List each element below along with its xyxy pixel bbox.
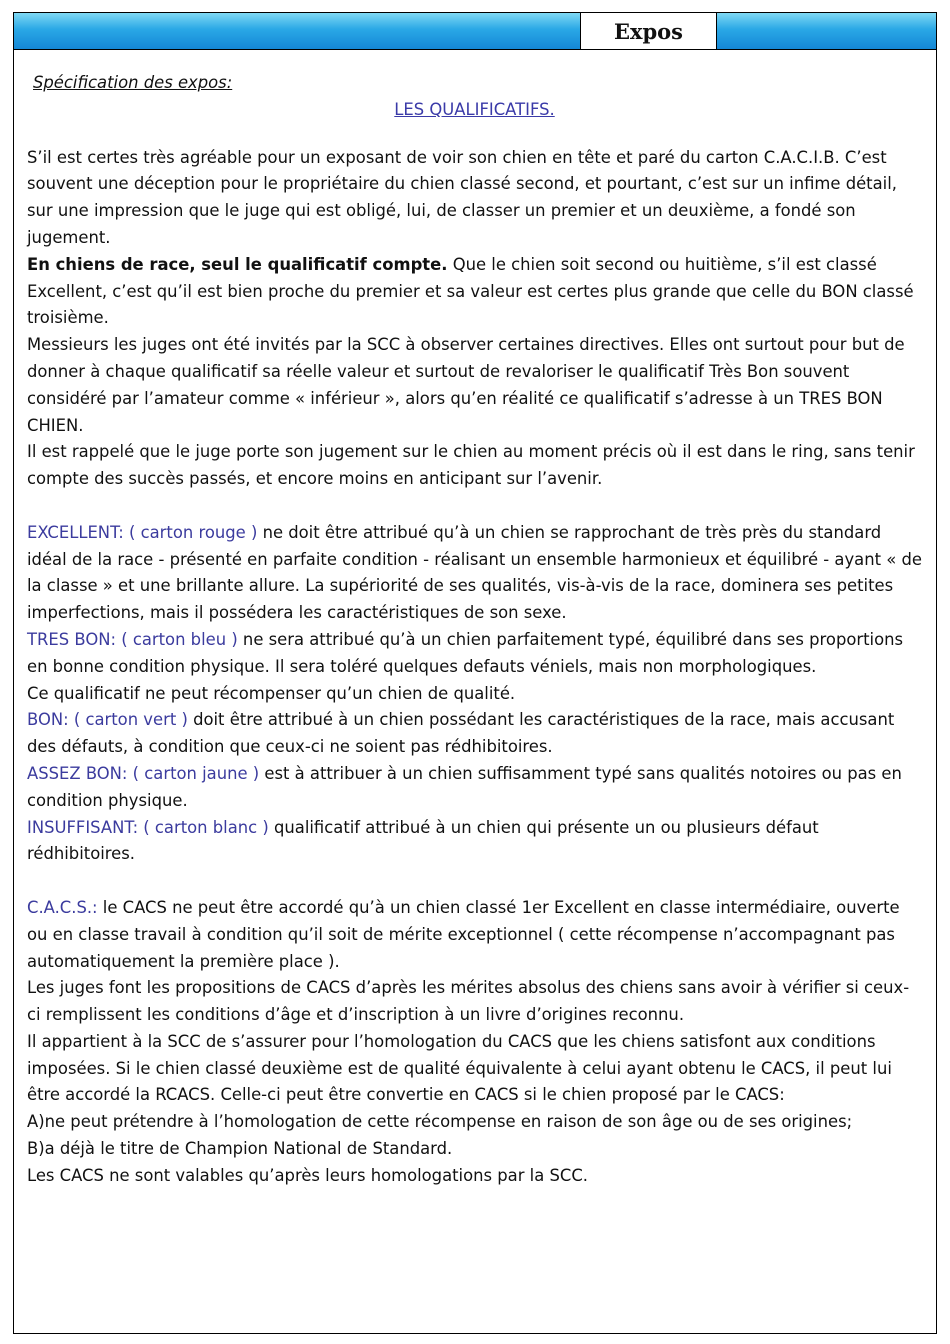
qualif-tres-bon-note: Ce qualificatif ne peut récompenser qu’un chien de qualité. bbox=[27, 683, 516, 703]
qualif-text: ne doit être attribué qu’à un chien se rapprochant de très près du standard idéal de la race - présenté en parfaite condition - réalisant un ensemble harmonieux et équilibré - ayant « de la classe » et une brillante allure. La supériorité de ses qualités, vis-à-vis de la race, dominera ses petites imperfections, mais il possédera les caractéristiques de son sexe. bbox=[27, 522, 922, 623]
intro-paragraph-directives: Messieurs les juges ont été invités par la SCC à observer certaines directives. Elles ont surtout pour but de donner à chaque qualificatif sa réelle valeur et surtout de revaloriser le qualificatif Très Bon souvent considéré par l’amateur comme « inférieur », alors qu’en réalité ce qualificatif s’adresse à un TRES BON CHIEN. bbox=[27, 335, 905, 435]
qualif-label: INSUFFISANT: ( carton blanc ) bbox=[27, 817, 269, 837]
qualif-text: doit être attribué à un chien possédant les caractéristiques de la race, mais accusant des défauts, à condition que ceux-ci ne soient pas rédhibitoires. bbox=[27, 710, 895, 757]
section-heading: Spécification des expos: bbox=[33, 73, 233, 92]
document-subtitle: LES QUALIFICATIFS. bbox=[394, 99, 555, 119]
qualif-label: BON: ( carton vert ) bbox=[27, 710, 188, 730]
cacs-condition-a: A)ne peut prétendre à l’homologation de cette récompense en raison de son âge ou de ses origines; bbox=[27, 1112, 853, 1132]
qualif-insuffisant bbox=[27, 815, 922, 869]
page-title: Expos bbox=[580, 12, 717, 50]
cacs-label: C.A.C.S.: bbox=[27, 897, 98, 917]
intro-paragraph-race bbox=[27, 252, 922, 332]
spacer bbox=[27, 493, 922, 520]
qualif-excellent bbox=[27, 520, 922, 627]
qualif-text: qualificatif attribué à un chien qui présente un ou plusieurs défaut rédhibitoires. bbox=[27, 817, 819, 864]
header-band-right bbox=[716, 12, 937, 50]
qualif-bon bbox=[27, 707, 922, 761]
qualif-text: est à attribuer à un chien suffisamment typé sans qualités notoires ou pas en condition physique. bbox=[27, 763, 902, 810]
cacs-text: le CACS ne peut être accordé qu’à un chien classé 1er Excellent en classe intermédiaire, ouverte ou en classe travail à condition qu’il soit de mérite exceptionnel ( cette récompense n’accompagnant pas automatiquement la première place ). bbox=[27, 897, 900, 971]
intro-paragraph: S’il est certes très agréable pour un exposant de voir son chien en tête et paré du carton C.A.C.I.B. C’est souvent une déception pour le propriétaire du chien classé second, et pourtant, c’est sur un infime détail, sur une impression que le juge qui est obligé, lui, de classer un premier et un deuxième, a fondé son jugement. bbox=[27, 147, 897, 247]
qualif-text: ne sera attribué qu’à un chien parfaitement typé, équilibré dans ses proportions en bonne condition physique. Il sera toléré quelques defauts véniels, mais non morphologiques. bbox=[27, 629, 904, 676]
qualif-label: EXCELLENT: ( carton rouge ) bbox=[27, 522, 258, 542]
qualif-tres-bon bbox=[27, 627, 922, 681]
spacer bbox=[27, 868, 922, 895]
header-band-left bbox=[13, 12, 581, 50]
qualif-assez-bon bbox=[27, 761, 922, 815]
cacs-condition-b: B)a déjà le titre de Champion National de Standard. bbox=[27, 1139, 453, 1159]
emphasis-text: En chiens de race, seul le qualificatif compte. bbox=[27, 254, 448, 274]
cacs-homologation: Il appartient à la SCC de s’assurer pour l’homologation du CACS que les chiens satisfont aux conditions imposées. Si le chien classé deuxième est de qualité équivalente à celui ayant obtenu le CACS, il peut lui être accordé la RCACS. Celle-ci peut être convertie en CACS si le chien proposé par le CACS: bbox=[27, 1031, 892, 1105]
cacs-proposals: Les juges font les propositions de CACS d’après les mérites absolus des chiens sans avoir à vérifier si ceux-ci remplissent les conditions d’âge et d’inscription à un livre d’origines reconnu. bbox=[27, 978, 910, 1025]
document-body bbox=[27, 70, 922, 1190]
cacs-final: Les CACS ne sont valables qu’après leurs homologations par la SCC. bbox=[27, 1165, 588, 1185]
paragraph-text: Que le chien soit second ou huitième, s’il est classé Excellent, c’est qu’il est bien proche du premier et sa valeur est certes plus grande que celle du BON classé troisième. bbox=[27, 254, 914, 328]
qualif-label: TRES BON: ( carton bleu ) bbox=[27, 629, 238, 649]
qualif-label: ASSEZ BON: ( carton jaune ) bbox=[27, 763, 260, 783]
intro-paragraph-ring: Il est rappelé que le juge porte son jugement sur le chien au moment précis où il est dans le ring, sans tenir compte des succès passés, et encore moins en anticipant sur l’avenir. bbox=[27, 442, 915, 489]
cacs-paragraph bbox=[27, 895, 922, 975]
